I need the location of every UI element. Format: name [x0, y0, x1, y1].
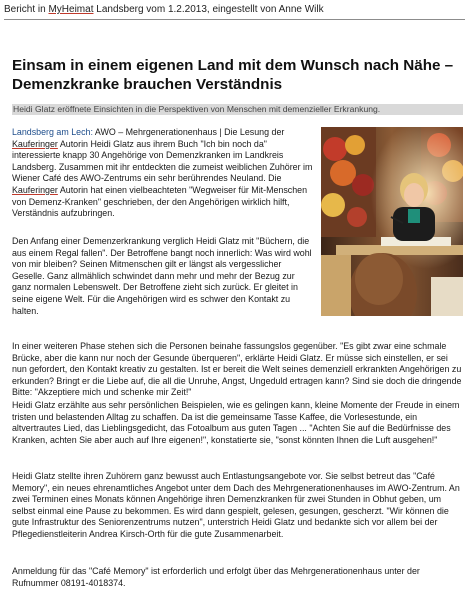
p1-word-kauferinger-2: Kauferinger [12, 184, 58, 195]
header-suffix: Landsberg vom 1.2.2013, eingestellt von Anne Wilk [93, 4, 324, 15]
paragraph-5: Heidi Glatz stellte ihren Zuhörern ganz bewusst auch Entlastungsangebote vor. Sie selbst betreut das "Café Memory", ein neues ehrenamtliches Angebot unter dem Dach des Mehrgenerationenhauses im AWO-Zentrum. An zwei Terminen eines Monats können Angehörige ihren Demenzkranken für zwei Stunden in Obhut geben, um selbst einmal eine Pause zu bekommen. Es wird dann gespielt, gelesen, gesungen, gescherzt. "Wir können die gute Infrastruktur des Seniorenzentrums nutzen", unterstrich Heidi Glatz und bedankte sich vor allem bei der Pflegedienstleiterin Andrea Kirsch-Orth für die gute Zusammenarbeit. [12, 471, 460, 539]
header-source-link[interactable]: MyHeimat [48, 4, 94, 15]
photo-illustration [321, 127, 463, 316]
p1-text-c: Autorin hat einen vielbeachteten "Wegweiser für Mit-Menschen von Demenz-Kranken" geschrieben, der den Angehörigen wirklich hilft, Verständnis aufzubringen. [12, 184, 308, 219]
p1-text-a: AWO – Mehrgenerationenhaus | Die Lesung der [92, 127, 285, 137]
paragraph-4: Heidi Glatz erzählte aus sehr persönlichen Beispielen, wie es gelingen kann, kleine Momente der Freude in einem tristen und belastenden Alltag zu schaffen. Da ist die gemeinsame Tasse Kaffee, die Vorlesestunde, ein altvertrautes Lied, das Lieblingsgedicht, das Fotoalbum aus guten Tagen ... "Achten Sie auf die Bedürfnisse des Kranken, achten Sie aber auch auf Ihre eigenen!", konstatierte sie, "sonst könnten Ihnen die Luft ausgehen!" [12, 400, 460, 445]
header-prefix: Bericht in [4, 4, 49, 15]
paragraph-2: Den Anfang einer Demenzerkrankung verglich Heidi Glatz mit "Büchern, die aus einem Regal fallen". Der Betroffene bangt noch innerlich: Was wird wohl von mir bleiben? Seinen Mitmenschen gilt er längst als vergesslicher Geselle. Ganz allmählich schwindet dann mehr und mehr der Bezug zur ganz normalen Lebenswelt. Der Betroffene zieht sich zurück. Er gleitet in seine eigene Welt. Für die Angehörigen wird es schwer den Kontakt zu halten. [12, 236, 312, 316]
article-photo [321, 127, 463, 316]
p1-text-b: Autorin Heidi Glatz aus ihrem Buch "Ich bin noch da" interessierte knapp 30 Angehörige von Demenzkranken im Landkreis Landsberg. Zusammen mit ihr entdeckten die zumeist weiblichen Zuhörer im Wiener Café des AWO-Zentrums ein sehr berührendes Neuland. Die [12, 138, 313, 184]
article-title: Einsam in einem eigenen Land mit dem Wunsch nach Nähe – Demenzkranke brauchen Verständnis [12, 57, 454, 93]
paragraph-6: Anmeldung für das "Café Memory" ist erforderlich und erfolgt über das Mehrgenerationenhaus unter der Rufnummer 08191-4018374. [12, 566, 420, 588]
report-header [4, 3, 465, 20]
p1-word-kauferinger-1: Kauferinger [12, 138, 58, 149]
article-subtitle: Heidi Glatz eröffnete Einsichten in die Perspektiven von Menschen mit demenzieller Erkrankung. [12, 104, 463, 115]
location-link[interactable]: Landsberg am Lech: [12, 127, 93, 137]
paragraph-3: In einer weiteren Phase stehen sich die Personen beinahe fassungslos gegenüber. "Es gibt zwar eine schmale Brücke, aber die kann nur noch der Gesunde überqueren", erklärte Heidi Glatz. Er müsse sich einstellen, er sei nun gefordert, den Kontakt kreativ zu gestalten. Ist er bereit die Welt seines demenziell erkrankten Angehörigen zu erkunden? Bringt er die Liebe auf, die all die Unruhe, Angst, Ungeduld ertragen kann? Sind sie doch die dringende Bitte: "Akzeptiere mich und schenke mir Zeit!" [12, 341, 462, 398]
paragraph-1 [12, 127, 315, 220]
